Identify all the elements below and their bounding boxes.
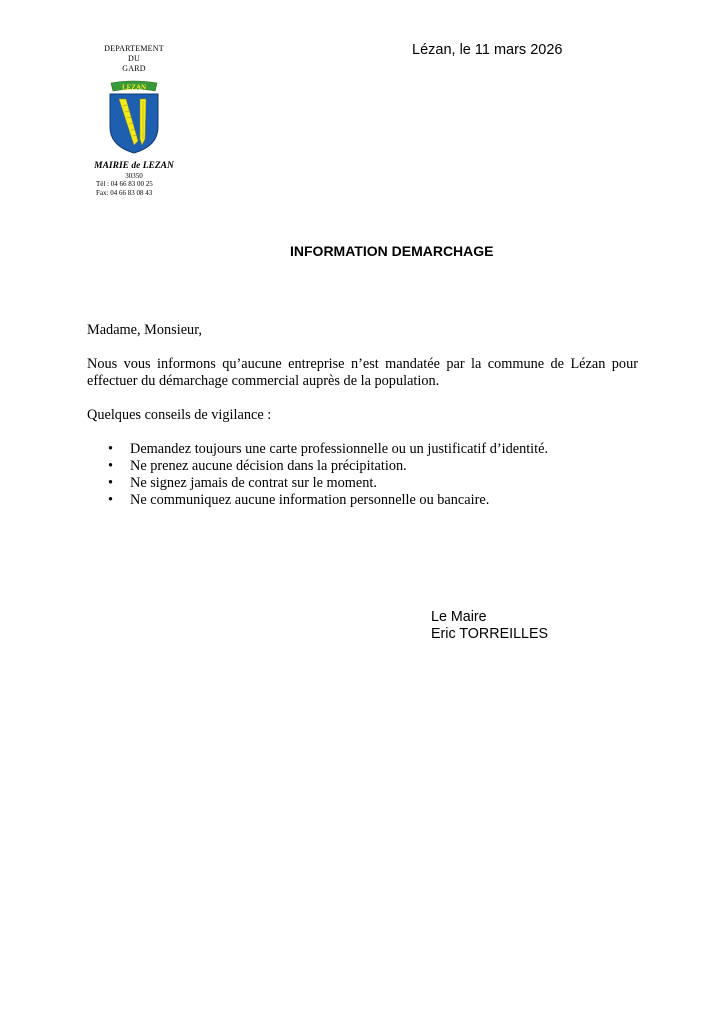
department-line: DEPARTEMENT [104, 44, 164, 53]
letterhead [84, 44, 184, 198]
postal-code: 30350 [125, 172, 143, 180]
department-line: DU [128, 54, 140, 63]
list-item: • Ne prenez aucune décision dans la précipitation. [87, 458, 638, 475]
place-date: Lézan, le 11 mars 2026 [412, 42, 563, 58]
crest-banner-text: LEZAN [121, 83, 147, 92]
letter-body [87, 322, 638, 509]
document-title: INFORMATION DEMARCHAGE [290, 243, 494, 259]
list-item: • Ne signez jamais de contrat sur le moment. [87, 475, 638, 492]
signature-name: Eric TORREILLES [431, 626, 549, 642]
signature-block [431, 609, 548, 643]
intro-paragraph: Nous vous informons qu’aucune entreprise n’est mandatée par la commune de Lézan pour effectuer du démarchage commercial auprès de la population. [87, 356, 638, 389]
list-item: • Demandez toujours une carte professionnelle ou un justificatif d’identité. [87, 441, 638, 458]
mairie-name: MAIRIE de LEZAN [94, 161, 174, 171]
tips-heading: Quelques conseils de vigilance : [87, 407, 272, 423]
salutation: Madame, Monsieur, [87, 322, 202, 338]
department-line: GARD [122, 64, 146, 73]
list-item: • Ne communiquez aucune information personnelle ou bancaire. [87, 492, 638, 509]
tips-list [87, 441, 638, 509]
phone-number: Tél : 04 66 83 00 25 [96, 180, 153, 188]
municipal-crest-icon [107, 79, 161, 155]
fax-number: Fax: 04 66 83 08 43 [96, 189, 153, 197]
signature-role: Le Maire [431, 609, 487, 625]
